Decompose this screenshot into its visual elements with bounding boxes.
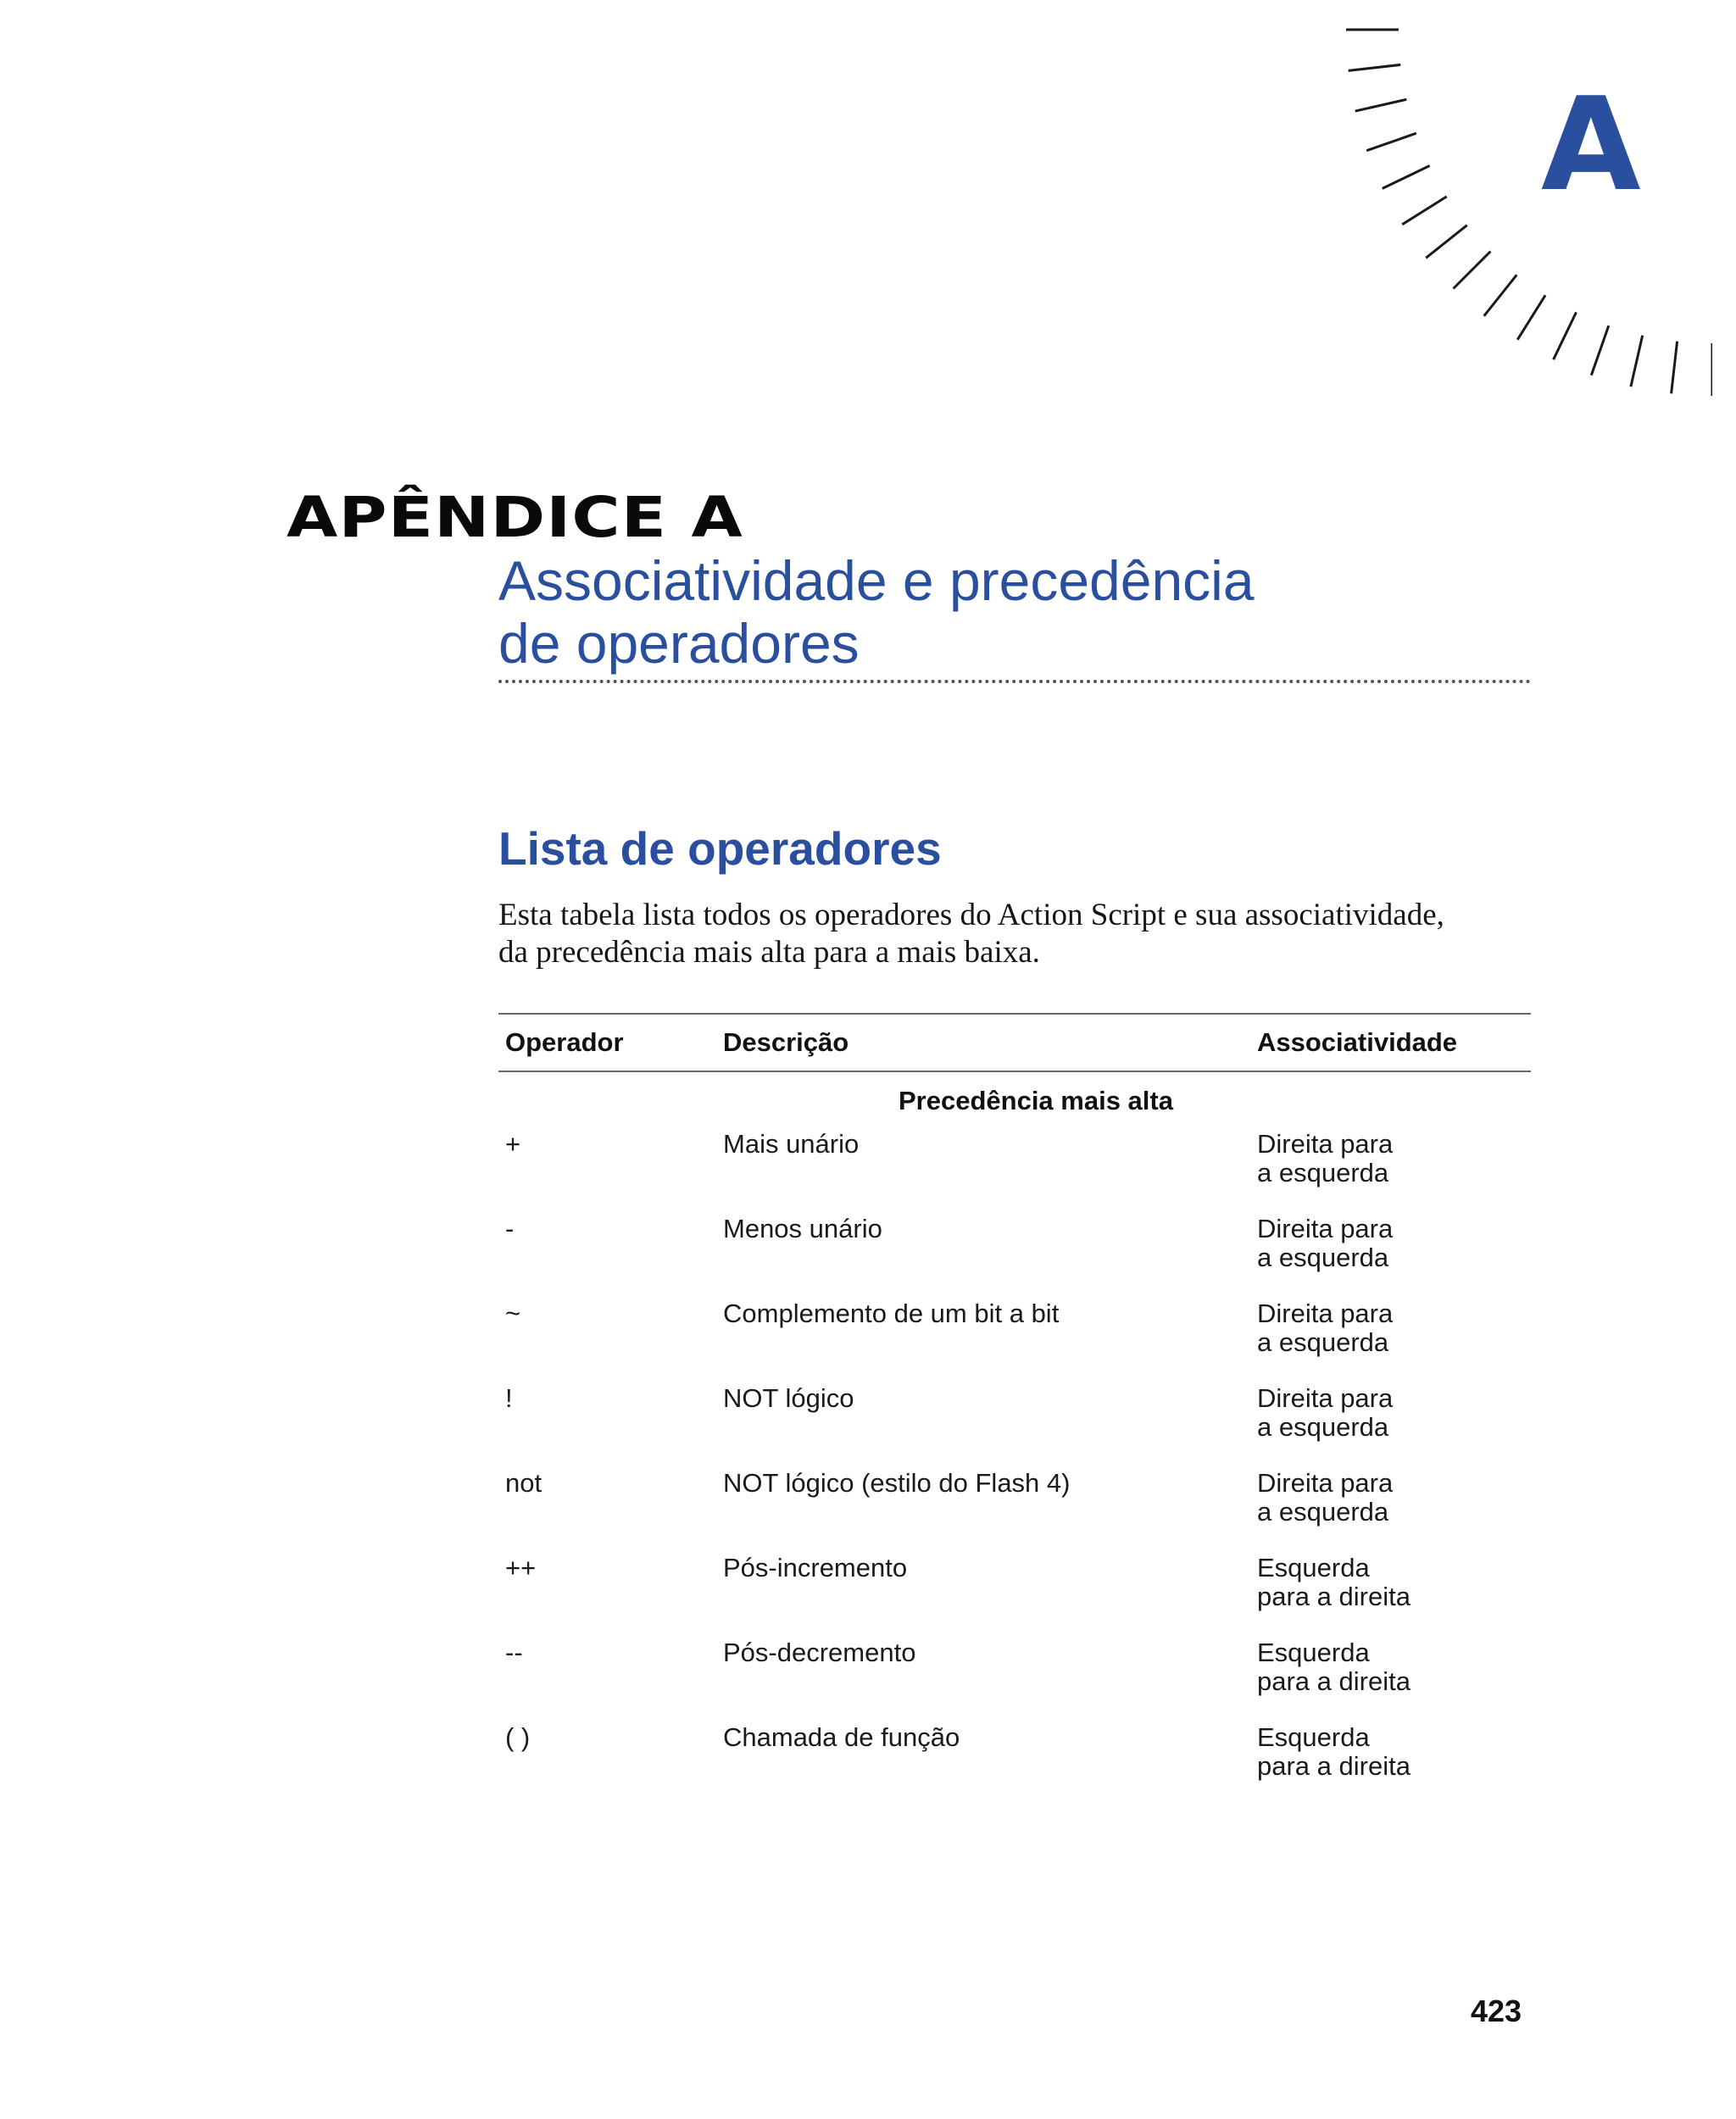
table-row — [498, 1554, 1531, 1638]
table-header — [498, 1015, 1531, 1071]
table-row — [498, 1299, 1531, 1384]
sunburst-ornament — [1322, 17, 1712, 415]
chapter-title-line: de operadores — [498, 612, 860, 675]
section-heading: Lista de operadores — [498, 822, 942, 875]
description-cell: Mais unário — [723, 1129, 860, 1159]
header-associativity: Associatividade — [1257, 1027, 1458, 1057]
table-header-rule — [498, 1071, 1531, 1072]
sunburst-tick — [1426, 225, 1467, 259]
precedence-group-label: Precedência mais alta — [899, 1086, 1173, 1115]
description-cell: Menos unário — [723, 1214, 882, 1243]
assoc-line: Direita para — [1257, 1468, 1394, 1498]
intro-line: da precedência mais alta para a mais baixa. — [498, 935, 1040, 970]
associativity-cell — [1257, 1554, 1531, 1611]
description-cell: Pós-decremento — [723, 1638, 916, 1667]
sunburst-tick — [1517, 295, 1545, 340]
description-cell: Pós-incremento — [723, 1553, 908, 1582]
associativity-cell — [1257, 1130, 1531, 1187]
table-row — [498, 1384, 1531, 1469]
assoc-line: a esquerda — [1257, 1497, 1389, 1527]
operator-cell: not — [505, 1468, 542, 1498]
assoc-line: Esquerda — [1257, 1722, 1370, 1752]
operator-cell: - — [505, 1214, 515, 1243]
sunburst-tick — [1366, 133, 1416, 151]
chapter-title-line: Associatividade e precedência — [498, 549, 1255, 612]
operator-cell: ( ) — [505, 1722, 531, 1752]
assoc-line: Esquerda — [1257, 1553, 1370, 1582]
assoc-line: a esquerda — [1257, 1327, 1389, 1357]
sunburst-tick — [1672, 342, 1678, 394]
operators-table — [498, 1013, 1531, 1808]
assoc-line: Direita para — [1257, 1214, 1394, 1243]
assoc-line: para a direita — [1257, 1751, 1410, 1781]
associativity-cell — [1257, 1384, 1531, 1442]
operator-cell: -- — [505, 1638, 523, 1667]
description-cell: NOT lógico (estilo do Flash 4) — [723, 1468, 1071, 1498]
table-row — [498, 1638, 1531, 1723]
assoc-line: a esquerda — [1257, 1243, 1389, 1272]
sunburst-tick — [1591, 325, 1609, 375]
sunburst-tick — [1454, 252, 1491, 289]
associativity-cell — [1257, 1469, 1531, 1527]
assoc-line: Direita para — [1257, 1383, 1394, 1413]
associativity-cell — [1257, 1638, 1531, 1696]
sunburst-tick — [1383, 166, 1430, 189]
operator-cell: ~ — [505, 1299, 521, 1328]
assoc-line: para a direita — [1257, 1666, 1410, 1696]
description-cell: Chamada de função — [723, 1722, 960, 1752]
table-row — [498, 1723, 1531, 1808]
chapter-letter: A — [1541, 70, 1639, 220]
table-row — [498, 1130, 1531, 1215]
associativity-cell — [1257, 1723, 1531, 1781]
chapter-title — [498, 549, 1516, 675]
header-description: Descrição — [723, 1027, 849, 1057]
appendix-label: APÊNDICE A — [287, 485, 743, 550]
sunburst-tick — [1484, 275, 1517, 316]
page-number: 423 — [1471, 1994, 1522, 2028]
sunburst-tick — [1554, 312, 1577, 359]
table-row — [498, 1215, 1531, 1299]
sunburst-tick — [1349, 64, 1401, 70]
description-cell: Complemento de um bit a bit — [723, 1299, 1060, 1328]
operator-cell: ++ — [505, 1553, 537, 1582]
associativity-cell — [1257, 1299, 1531, 1357]
operator-cell: ! — [505, 1383, 513, 1413]
dotted-divider — [498, 680, 1531, 683]
intro-paragraph — [498, 897, 1558, 971]
sunburst-tick — [1631, 336, 1643, 387]
associativity-cell — [1257, 1215, 1531, 1272]
assoc-line: para a direita — [1257, 1582, 1410, 1611]
operator-cell: + — [505, 1129, 521, 1159]
assoc-line: a esquerda — [1257, 1412, 1389, 1442]
intro-line: Esta tabela lista todos os operadores do Action Script e sua associatividade, — [498, 898, 1444, 932]
assoc-line: Esquerda — [1257, 1638, 1370, 1667]
assoc-line: a esquerda — [1257, 1158, 1389, 1187]
sunburst-tick — [1355, 99, 1407, 111]
header-operator: Operador — [505, 1027, 624, 1057]
table-row — [498, 1469, 1531, 1554]
assoc-line: Direita para — [1257, 1129, 1394, 1159]
description-cell: NOT lógico — [723, 1383, 854, 1413]
assoc-line: Direita para — [1257, 1299, 1394, 1328]
sunburst-tick — [1402, 197, 1447, 225]
